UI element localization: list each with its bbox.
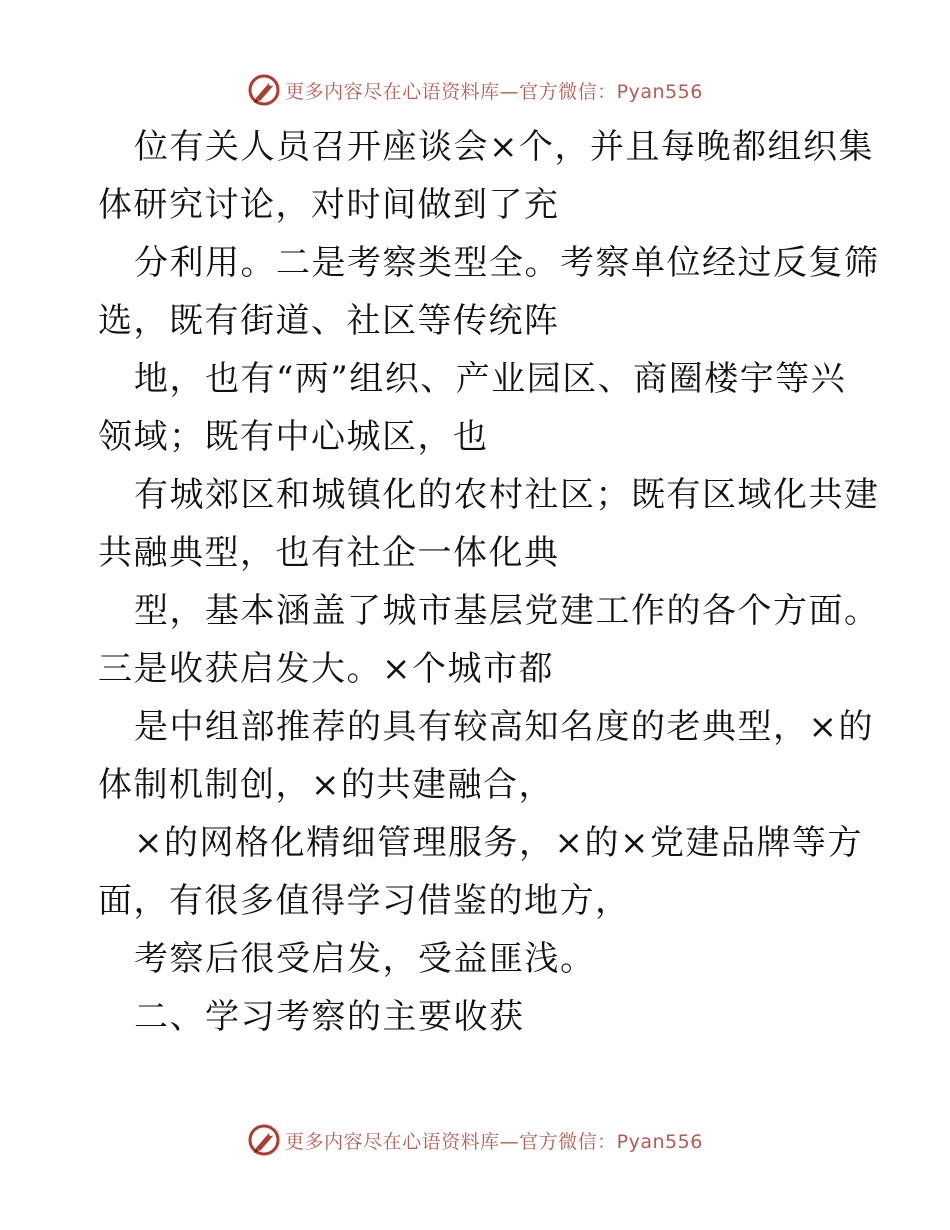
header-banner <box>0 70 950 110</box>
document-body <box>98 118 880 1046</box>
text-line: 型，基本涵盖了城市基层党建工作的各个方面。 <box>134 591 880 631</box>
text-line: 位有关人员召开座谈会×个，并且每晚都组织集 <box>134 127 874 167</box>
footer-banner <box>0 1120 950 1160</box>
text-line: 领域；既有中心城区，也 <box>98 417 489 457</box>
pen-logo-icon <box>247 73 281 107</box>
pen-logo-icon <box>247 1123 281 1157</box>
text-line: 有城郊区和城镇化的农村社区；既有区域化共建 <box>134 475 880 515</box>
text-line: 选，既有街道、社区等传统阵 <box>98 301 560 341</box>
text-line: ×的网格化精细管理服务，×的×党建品牌等方 <box>134 823 863 863</box>
text-line: 分利用。二是考察类型全。考察单位经过反复筛 <box>134 243 880 283</box>
banner-text: 更多内容尽在心语资料库—官方微信：Pyan556 <box>285 1130 703 1153</box>
banner-text: 更多内容尽在心语资料库—官方微信：Pyan556 <box>285 80 703 103</box>
section-heading: 二、学习考察的主要收获 <box>134 997 525 1037</box>
text-line: 体制机制创，×的共建融合， <box>98 765 554 805</box>
text-line: 三是收获启发大。×个城市都 <box>98 649 554 689</box>
text-line: 是中组部推荐的具有较高知名度的老典型，×的 <box>134 707 874 747</box>
text-line: 面，有很多值得学习借鉴的地方， <box>98 881 631 921</box>
text-line: 考察后很受启发，受益匪浅。 <box>134 939 596 979</box>
text-line: 共融典型，也有社企一体化典 <box>98 533 560 573</box>
text-line: 体研究讨论，对时间做到了充 <box>98 185 560 225</box>
text-line: 地，也有“两”组织、产业园区、商圈楼宇等兴 <box>134 359 847 399</box>
